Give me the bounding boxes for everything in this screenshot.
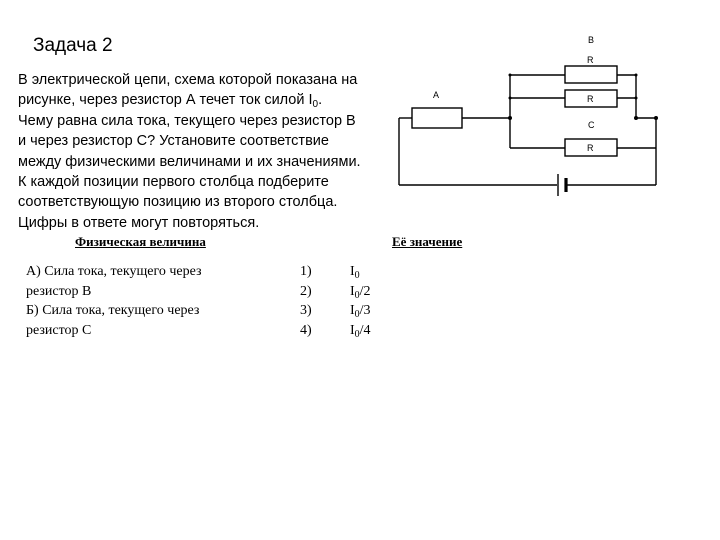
problem-line-text: рисунке, через резистор А течет ток силой I [18,92,313,109]
resistor-r-label: R [587,143,594,153]
problem-line: Чему равна сила тока, текущего через резистор В [18,112,356,129]
quantity-item: А) Сила тока, текущего через [26,264,202,279]
value-symbol: I [350,283,355,299]
node-dot [654,116,658,120]
problem-title: Задача 2 [33,35,113,56]
problem-line: К каждой позиции первого столбца подберите [18,174,329,191]
column-header-quantity: Физическая величина [75,234,206,249]
value-symbol: I [350,322,355,338]
problem-line: и через резистор С? Установите соответствие [18,133,329,150]
value-suffix: /3 [359,303,371,318]
quantity-item: резистор В [26,283,92,299]
quantity-item: резистор С [26,322,92,338]
resistor-b-label: B [588,35,595,45]
value-subscript: 0 [354,328,360,340]
value-suffix: /2 [359,283,371,299]
value-number: 4) [300,322,312,338]
node-dot [508,116,512,120]
node-dot [634,116,638,120]
problem-line-end: . [318,92,323,109]
resistor-top [565,66,617,83]
node-dot [635,97,638,100]
value-number-list [300,262,312,340]
quantity-list [26,262,266,340]
value-number: 2) [300,283,312,299]
value-list [350,262,371,340]
resistor-r-label: R [587,55,594,65]
value-item [350,301,371,321]
problem-line: между физическими величинами и их значениями. [18,153,361,170]
current-subscript: 0 [312,99,319,111]
value-subscript: 0 [354,309,360,320]
resistor-a-label: A [433,90,440,100]
value-symbol: I [350,303,355,318]
value-suffix: /4 [359,322,371,338]
value-item [350,262,371,282]
problem-line: соответствующую позицию из второго столбца. [18,194,338,211]
column-header-value: Её значение [392,234,463,249]
node-dot [509,97,512,100]
problem-line: В электрической цепи, схема которой показана на [18,72,358,88]
node-dot [635,74,638,77]
value-subscript: 0 [354,270,360,281]
battery-icon [558,174,566,196]
quantity-item: Б) Сила тока, текущего через [26,303,200,318]
resistor-r-label: R [587,94,594,104]
value-number: 1) [300,264,312,279]
value-number: 3) [300,303,312,318]
value-symbol: I [350,264,355,279]
value-item [350,321,371,341]
problem-line: Цифры в ответе могут повторяться. [18,214,260,231]
value-subscript: 0 [354,289,360,301]
resistor-c-label: C [588,120,595,130]
resistor-a [412,108,462,128]
value-item [350,282,371,302]
node-dot [509,74,512,77]
